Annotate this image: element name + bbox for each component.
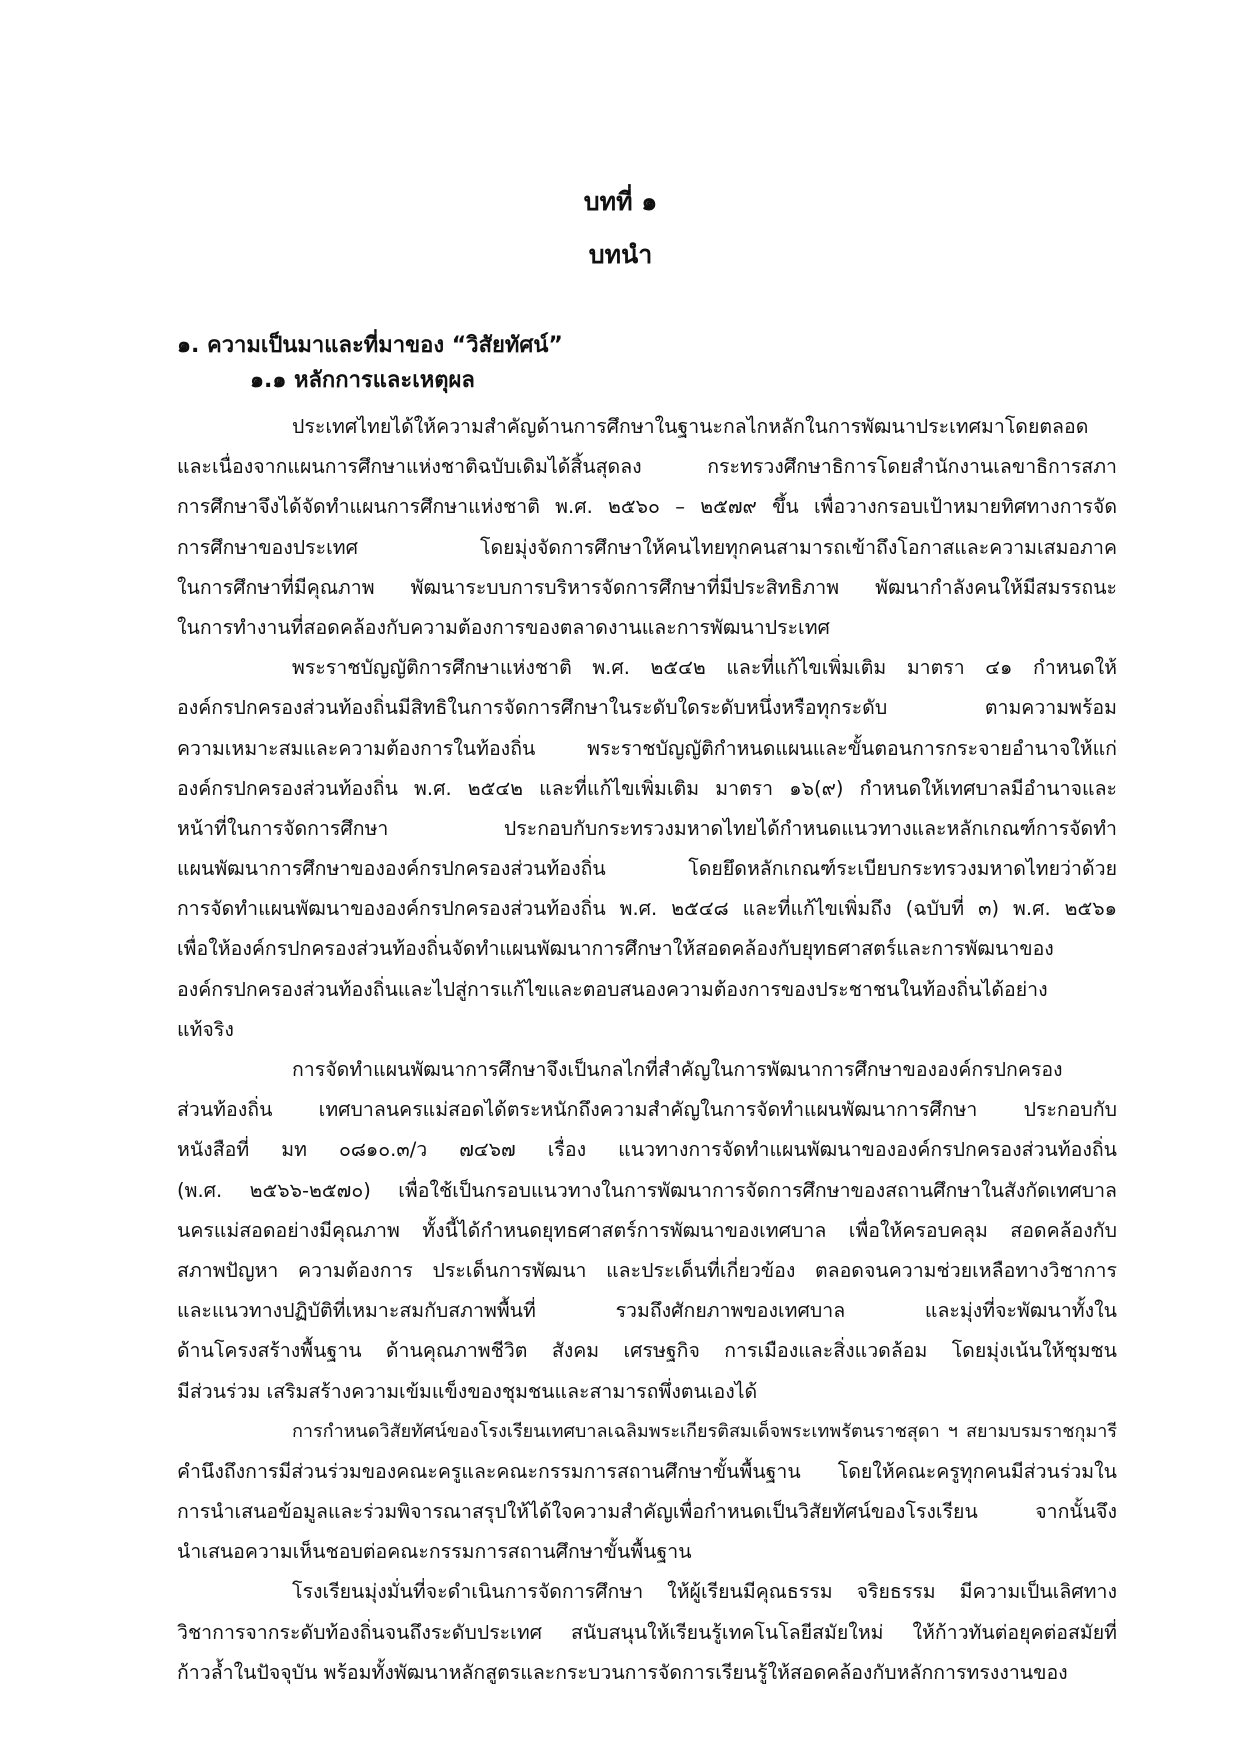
subsection-heading: ๑.๑ หลักการและเหตุผล bbox=[250, 368, 475, 393]
paragraph-line: การนำเสนอข้อมูลและร่วมพิจารณาสรุปให้ได้ใจความสำคัญเพื่อกำหนดเป็นวิสัยทัศน์ของโรงเรียน จากนั้นจึง bbox=[177, 1500, 1117, 1524]
paragraph-line: ส่วนท้องถิ่น เทศบาลนครแม่สอดได้ตระหนักถึงความสำคัญในการจัดทำแผนพัฒนาการศึกษา ประกอบกับ bbox=[177, 1098, 1117, 1122]
paragraph-line: ความเหมาะสมและความต้องการในท้องถิ่น พระราชบัญญัติกำหนดแผนและขั้นตอนการกระจายอำนาจให้แก่ bbox=[177, 736, 1117, 760]
paragraph-line: การศึกษาของประเทศ โดยมุ่งจัดการศึกษาให้คนไทยทุกคนสามารถเข้าถึงโอกาสและความเสมอภาค bbox=[177, 535, 1117, 559]
paragraph-line: การกำหนดวิสัยทัศน์ของโรงเรียนเทศบาลเฉลิมพระเกียรติสมเด็จพระเทพรัตนราชสุดา ฯ สยามบรมราชกุมารี bbox=[292, 1420, 1117, 1442]
paragraph bbox=[177, 1412, 1117, 1573]
paragraph-line: และเนื่องจากแผนการศึกษาแห่งชาติฉบับเดิมได้สิ้นสุดลง กระทรวงศึกษาธิการโดยสำนักงานเลขาธิการสภา bbox=[177, 455, 1117, 479]
paragraph-line: แผนพัฒนาการศึกษาขององค์กรปกครองส่วนท้องถิ่น โดยยึดหลักเกณฑ์ระเบียบกระทรวงมหาดไทยว่าด้วย bbox=[177, 857, 1117, 881]
chapter-number: บทที่ ๑ bbox=[583, 187, 658, 216]
paragraph-line: เพื่อให้องค์กรปกครองส่วนท้องถิ่นจัดทำแผนพัฒนาการศึกษาให้สอดคล้องกับยุทธศาสตร์และการพัฒนาของ bbox=[177, 937, 1054, 961]
paragraph-line: ด้านโครงสร้างพื้นฐาน ด้านคุณภาพชีวิต สังคม เศรษฐกิจ การเมืองและสิ่งแวดล้อม โดยมุ่งเน้นให้ชุมชน bbox=[177, 1339, 1117, 1363]
paragraph-line: โรงเรียนมุ่งมั่นที่จะดำเนินการจัดการศึกษา ให้ผู้เรียนมีคุณธรรม จริยธรรม มีความเป็นเลิศทาง bbox=[292, 1580, 1117, 1604]
paragraph-line: ในการทำงานที่สอดคล้องกับความต้องการของตลาดงานและการพัฒนาประเทศ bbox=[177, 615, 830, 639]
paragraph bbox=[177, 1572, 1117, 1693]
paragraph-line: และแนวทางปฏิบัติที่เหมาะสมกับสภาพพื้นที่ รวมถึงศักยภาพของเทศบาล และมุ่งที่จะพัฒนาทั้งใน bbox=[177, 1299, 1117, 1323]
paragraph-line: วิชาการจากระดับท้องถิ่นจนถึงระดับประเทศ สนับสนุนให้เรียนรู้เทคโนโลยีสมัยใหม่ ให้ก้าวทันต่อยุคต่อสมัยที่ bbox=[177, 1620, 1117, 1644]
paragraph-line: องค์กรปกครองส่วนท้องถิ่นและไปสู่การแก้ไขและตอบสนองความต้องการของประชาชนในท้องถิ่นได้อย่าง bbox=[177, 977, 1048, 1001]
paragraph-line: พระราชบัญญัติการศึกษาแห่งชาติ พ.ศ. ๒๕๔๒ และที่แก้ไขเพิ่มเติม มาตรา ๔๑ กำหนดให้ bbox=[292, 656, 1117, 680]
paragraph bbox=[177, 1050, 1117, 1412]
paragraph-line: นำเสนอความเห็นชอบต่อคณะกรรมการสถานศึกษาขั้นพื้นฐาน bbox=[177, 1540, 692, 1564]
paragraph-line: การจัดทำแผนพัฒนาการศึกษาจึงเป็นกลไกที่สำคัญในการพัฒนาการศึกษาขององค์กรปกครอง bbox=[292, 1058, 1063, 1081]
paragraph-line: หนังสือที่ มท ๐๘๑๐.๓/ว ๗๔๖๗ เรื่อง แนวทางการจัดทำแผนพัฒนาขององค์กรปกครองส่วนท้องถิ่น bbox=[177, 1138, 1117, 1162]
paragraph-line: แท้จริง bbox=[177, 1017, 234, 1041]
paragraph-line: ในการศึกษาที่มีคุณภาพ พัฒนาระบบการบริหารจัดการศึกษาที่มีประสิทธิภาพ พัฒนากำลังคนให้มีสมรรถนะ bbox=[177, 575, 1117, 599]
paragraph-line: องค์กรปกครองส่วนท้องถิ่น พ.ศ. ๒๕๔๒ และที่แก้ไขเพิ่มเติม มาตรา ๑๖(๙) กำหนดให้เทศบาลมีอำนาจและ bbox=[177, 776, 1117, 800]
chapter-title: บทนำ bbox=[588, 240, 653, 269]
paragraph bbox=[177, 407, 1117, 648]
paragraph-line: การศึกษาจึงได้จัดทำแผนการศึกษาแห่งชาติ พ.ศ. ๒๕๖๐ – ๒๕๗๙ ขึ้น เพื่อวางกรอบเป้าหมายทิศทางการจัด bbox=[177, 495, 1117, 519]
body-text bbox=[177, 407, 1117, 1693]
section-heading: ๑. ความเป็นมาและที่มาของ “วิสัยทัศน์” bbox=[177, 333, 563, 358]
paragraph-line: มีส่วนร่วม เสริมสร้างความเข้มแข็งของชุมชนและสามารถพึ่งตนเองได้ bbox=[177, 1379, 758, 1403]
paragraph-line: หน้าที่ในการจัดการศึกษา ประกอบกับกระทรวงมหาดไทยได้กำหนดแนวทางและหลักเกณฑ์การจัดทำ bbox=[177, 816, 1117, 840]
paragraph-line: การจัดทำแผนพัฒนาขององค์กรปกครองส่วนท้องถิ่น พ.ศ. ๒๕๔๘ และที่แก้ไขเพิ่มถึง (ฉบับที่ ๓) พ.ศ. ๒๕๖๑ bbox=[177, 897, 1117, 921]
paragraph-line: คำนึงถึงการมีส่วนร่วมของคณะครูและคณะกรรมการสถานศึกษาขั้นพื้นฐาน โดยให้คณะครูทุกคนมีส่วนร่วมใน bbox=[177, 1459, 1117, 1483]
paragraph bbox=[177, 648, 1117, 1050]
paragraph-line: (พ.ศ. ๒๕๖๖-๒๕๗๐) เพื่อใช้เป็นกรอบแนวทางในการพัฒนาการจัดการศึกษาของสถานศึกษาในสังกัดเทศบาล bbox=[177, 1178, 1117, 1202]
paragraph-line: ประเทศไทยได้ให้ความสำคัญด้านการศึกษาในฐานะกลไกหลักในการพัฒนาประเทศมาโดยตลอด bbox=[292, 415, 1089, 438]
paragraph-line: สภาพปัญหา ความต้องการ ประเด็นการพัฒนา และประเด็นที่เกี่ยวข้อง ตลอดจนความช่วยเหลือทางวิชาการ bbox=[177, 1258, 1117, 1282]
paragraph-line: องค์กรปกครองส่วนท้องถิ่นมีสิทธิในการจัดการศึกษาในระดับใดระดับหนึ่งหรือทุกระดับ ตามความพร้อม bbox=[177, 696, 1117, 720]
paragraph-line: ก้าวล้ำในปัจจุบัน พร้อมทั้งพัฒนาหลักสูตรและกระบวนการจัดการเรียนรู้ให้สอดคล้องกับหลักการทรงงานของ bbox=[177, 1660, 1068, 1684]
paragraph-line: นครแม่สอดอย่างมีคุณภาพ ทั้งนี้ได้กำหนดยุทธศาสตร์การพัฒนาของเทศบาล เพื่อให้ครอบคลุม สอดคล้องกับ bbox=[177, 1218, 1117, 1242]
